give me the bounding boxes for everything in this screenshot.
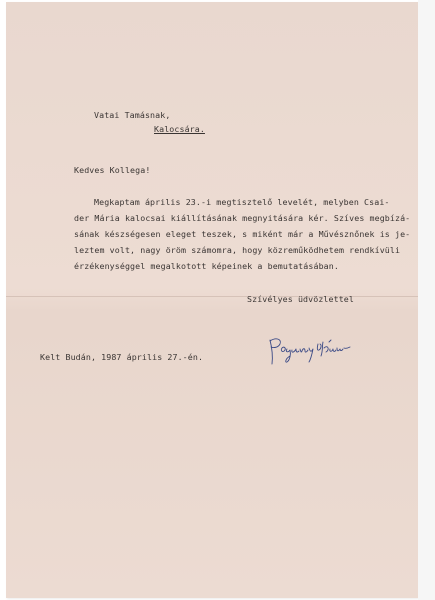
- salutation: Kedves Kollega!: [74, 165, 151, 175]
- body-line: sának készségesen eleget teszek, s miként már a Művésznőnek is je-: [74, 229, 411, 239]
- recipient-name: Vatai Tamásnak,: [94, 110, 171, 120]
- body-line: der Mária kalocsai kiállításának megnyitására kér. Szíves megbízá-: [74, 213, 411, 223]
- body-line: leztem volt, nagy öröm számomra, hogy közreműködhetem rendkívüli: [74, 245, 401, 255]
- dateline: Kelt Budán, 1987 április 27.-én.: [40, 352, 204, 362]
- paper-fold-line: [6, 296, 418, 297]
- handwritten-signature: [266, 334, 362, 368]
- body-line: Megkaptam április 23.-i megtisztelő levelét, melyben Csai-: [94, 197, 390, 207]
- scan-margin: [418, 0, 435, 600]
- recipient-city: Kalocsára.: [154, 124, 205, 134]
- closing-line: Szívélyes üdvözlettel: [247, 294, 354, 304]
- body-line: érzékenységgel megalkotott képeinek a bemutatásában.: [74, 261, 339, 271]
- letter-paper: [6, 2, 418, 598]
